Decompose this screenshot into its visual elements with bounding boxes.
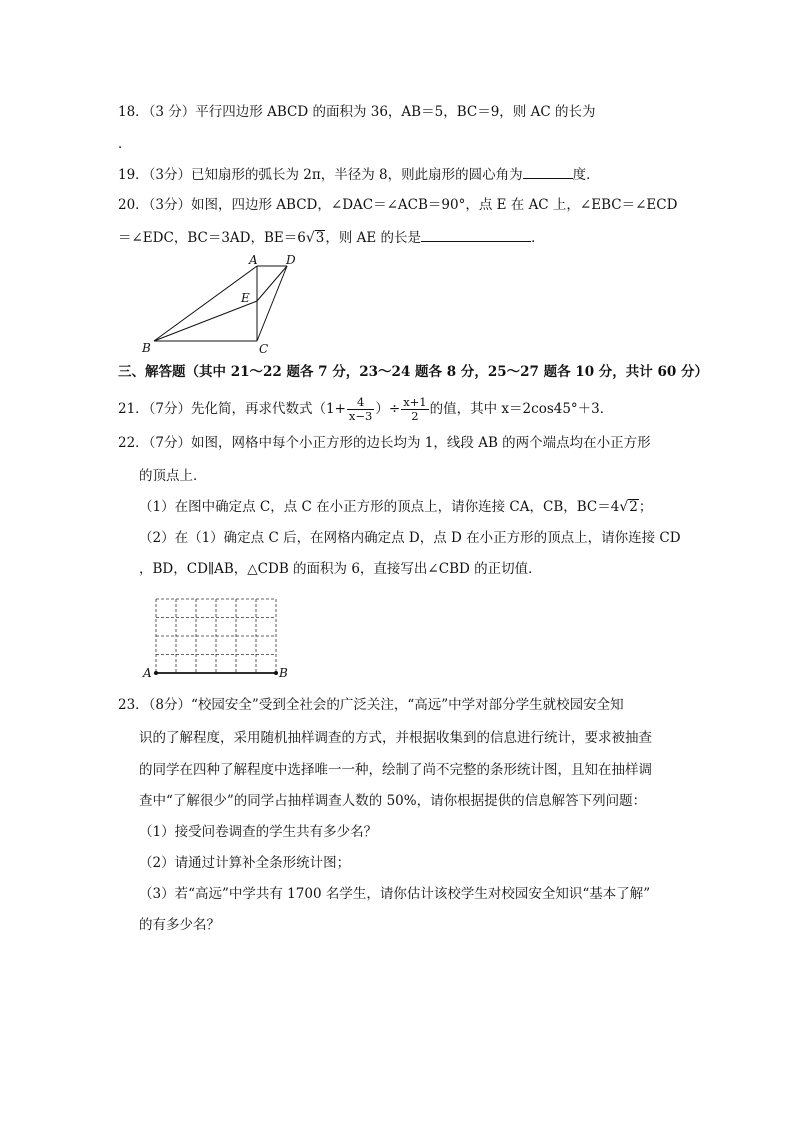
q20-line1: 20．（3分）如图，四边形 ABCD，∠DAC＝∠ACB＝90°，点 E 在 AC 上，∠EBC＝∠ECD bbox=[118, 197, 678, 213]
q19-text-end: 度． bbox=[572, 167, 600, 183]
q20-radicand: 3 bbox=[315, 230, 325, 246]
sqrt-sign: √ bbox=[305, 230, 315, 246]
grid-label-b: B bbox=[279, 666, 288, 680]
segment-be bbox=[154, 301, 257, 341]
q22-line1: 22．（7分）如图，网格中每个小正方形的边长均为 1，线段 AB 的两个端点均在小正方形 bbox=[118, 435, 651, 451]
label-a: A bbox=[249, 253, 258, 267]
segment-ed bbox=[257, 266, 287, 301]
fraction-numerator: x+1 bbox=[403, 395, 427, 409]
q23-part3-line2: 的有多少名？ bbox=[139, 917, 220, 933]
q23-part3-line1: （3）若“高远”中学共有 1700 名学生，请你估计该校学生对校园安全知识“基本了解” bbox=[139, 886, 651, 902]
q18-line1: 18．（3 分）平行四边形 ABCD 的面积为 36，AB＝5，BC＝9，则 AC 的长为 bbox=[118, 104, 596, 120]
q22-grid-figure bbox=[140, 593, 300, 683]
q19-answer-blank bbox=[523, 164, 573, 179]
label-c: C bbox=[259, 342, 269, 356]
fraction-denominator: 2 bbox=[411, 409, 419, 423]
q21-text-mid: ）÷ bbox=[375, 401, 401, 417]
q22-part2-line1: （2）在（1）确定点 C 后，在网格内确定点 D，点 D 在小正方形的顶点上，请你连接 CD bbox=[139, 530, 681, 546]
fraction-denominator: x−3 bbox=[348, 409, 373, 423]
q20-answer-blank bbox=[421, 227, 531, 242]
label-e: E bbox=[241, 291, 250, 305]
q22-part2-line2: ，BD，CD∥AB，△CDB 的面积为 6，直接写出∠CBD 的正切值． bbox=[139, 561, 542, 577]
q22-part1 bbox=[139, 497, 652, 517]
point-a bbox=[154, 671, 158, 675]
q21-text: 21．（7分）先化简，再求代数式（1+ bbox=[118, 401, 346, 417]
q20-text-end: ． bbox=[531, 230, 545, 246]
q23-line2: 识的了解程度，采用随机抽样调查的方式，并根据收集到的信息进行统计，要求被抽查 bbox=[139, 730, 652, 746]
grid-dashed-lines bbox=[156, 599, 276, 673]
section-heading: 三、解答题（其中 21～22 题各 7 分，23～24 题各 8 分，25～27 题各 10 分，共计 60 分） bbox=[118, 364, 708, 380]
q20-text-a: ＝∠EDC，BC＝3AD，BE＝6 bbox=[118, 230, 306, 246]
segment-dc bbox=[257, 266, 287, 341]
q20-line2 bbox=[118, 227, 545, 248]
point-b bbox=[274, 671, 278, 675]
sqrt-sign: √ bbox=[619, 499, 629, 515]
q18-line2: ． bbox=[118, 136, 132, 152]
q21-fraction-1 bbox=[347, 396, 374, 423]
q21-line bbox=[118, 396, 613, 423]
q23-line4: 查中“了解很少”的同学占抽样调查人数的 50%，请你根据提供的信息解答下列问题： bbox=[139, 793, 647, 809]
q22-part1-text: （1）在图中确定点 C，点 C 在小正方形的顶点上，请你连接 CA，CB，BC＝4 bbox=[139, 499, 620, 515]
grid-label-a: A bbox=[143, 666, 152, 680]
label-d: D bbox=[286, 253, 296, 267]
q23-part2: （2）请通过计算补全条形统计图； bbox=[139, 855, 351, 871]
fraction-numerator: 4 bbox=[347, 396, 374, 410]
q22-line2: 的顶点上． bbox=[139, 468, 207, 484]
q23-line3: 的同学在四种了解程度中选择唯一一种，绘制了尚不完整的条形统计图，且知在抽样调 bbox=[139, 762, 652, 778]
q22-part1-end: ； bbox=[638, 499, 653, 515]
q23-part1: （1）接受问卷调查的学生共有多少名？ bbox=[139, 824, 378, 840]
label-b: B bbox=[142, 341, 151, 355]
q19-text: 19．（3分）已知扇形的弧长为 2π，半径为 8，则此扇形的圆心角为 bbox=[118, 167, 523, 183]
q20-text-b: ，则 AE 的长是 bbox=[325, 230, 422, 246]
q22-radicand: 2 bbox=[629, 499, 638, 515]
q19-line bbox=[118, 164, 600, 185]
q21-fraction-2 bbox=[401, 396, 428, 423]
q20-figure bbox=[140, 252, 310, 358]
q21-text-end: 的值，其中 x＝2cos45°＋3． bbox=[429, 401, 614, 417]
q23-line1: 23．（8分）“校园安全”受到全社会的广泛关注，“高远”中学对部分学生就校园安全知 bbox=[118, 697, 624, 713]
